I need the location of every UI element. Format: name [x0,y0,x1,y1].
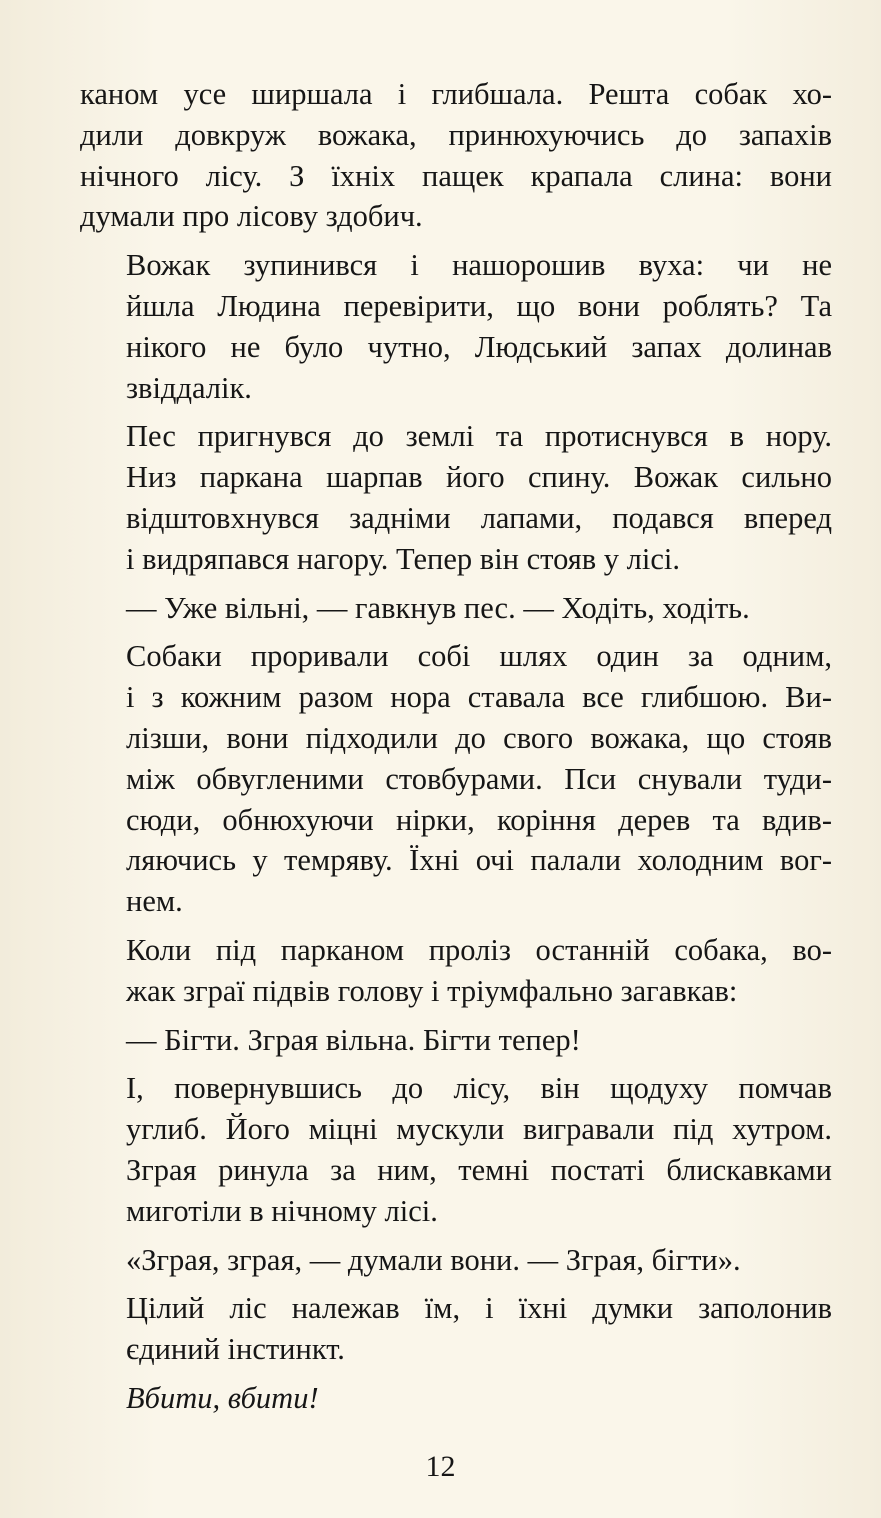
paragraph [80,245,832,408]
text-line: і видряпався нагору. Тепер він стояв у лісі. [126,541,681,576]
text-line: лізши, вони підходили до свого вожака, що стояв [126,720,832,755]
text-line: звіддалік. [126,370,252,405]
text-line: Вожак зупинився і нашорошив вуха: чи не [126,248,832,283]
text-line: нем. [126,884,183,919]
paragraph [80,416,832,579]
text-line: — Бігти. Зграя вільна. Бігти тепер! [126,1022,581,1057]
text-line: сюди, обнюхуючи нірки, коріння дерев та вдив- [126,802,832,837]
text-line: Низ паркана шарпав його спину. Вожак сильно [126,460,832,495]
text-line: дили довкруж вожака, принюхуючись до запахів [80,117,832,152]
text-line: нічного лісу. З їхніх пащек крапала слина: вони [80,158,832,193]
text-line: Собаки проривали собі шлях один за одним, [126,639,832,674]
paragraph [80,636,832,922]
text-line: між обвугленими стовбурами. Пси снували туди- [126,761,832,796]
text-line: углиб. Його міцні мускули вигравали під хутром. [126,1112,832,1147]
text-line: йшла Людина перевірити, що вони роблять? Та [126,288,832,323]
text-line: «Зграя, зграя, — думали вони. — Зграя, бігти». [126,1242,741,1277]
text-line: відштовхнувся задніми лапами, подався вперед [126,500,832,535]
text-line: думали про лісову здобич. [80,199,423,234]
paragraph [80,1240,832,1281]
text-line: — Уже вільні, — гавкнув пес. — Ходіть, ходіть. [126,590,750,625]
paragraph [80,588,832,629]
page-number: 12 [425,1450,456,1483]
page-text [80,74,832,1419]
text-line: Зграя ринула за ним, темні постаті блискавками [126,1152,832,1187]
text-line: каном усе ширшала і глибшала. Решта собак хо- [80,77,832,111]
text-line: жак зграї підвів голову і тріумфально загавкав: [126,973,738,1008]
text-line: миготіли в нічному лісі. [126,1193,438,1228]
text-line: Коли під парканом проліз останній собака, во- [126,932,832,967]
text-line: Вбити, вбити! [126,1380,319,1415]
paragraph [80,1288,832,1370]
paragraph [80,1020,832,1061]
paragraph [80,74,832,237]
text-line: Пес пригнувся до землі та протиснувся в нору. [126,419,832,454]
text-line: єдиний інстинкт. [126,1332,345,1367]
italic-paragraph [80,1378,832,1419]
text-line: І, повернувшись до лісу, він щодуху помчав [126,1071,832,1106]
text-line: Цілий ліс належав їм, і їхні думки заполонив [126,1291,832,1326]
paragraph [80,1068,832,1231]
paragraph [80,930,832,1012]
text-line: нікого не було чутно, Людський запах долинав [126,329,832,364]
text-line: ляючись у темряву. Їхні очі палали холодним вог- [126,843,832,878]
text-line: і з кожним разом нора ставала все глибшою. Ви- [126,680,832,715]
